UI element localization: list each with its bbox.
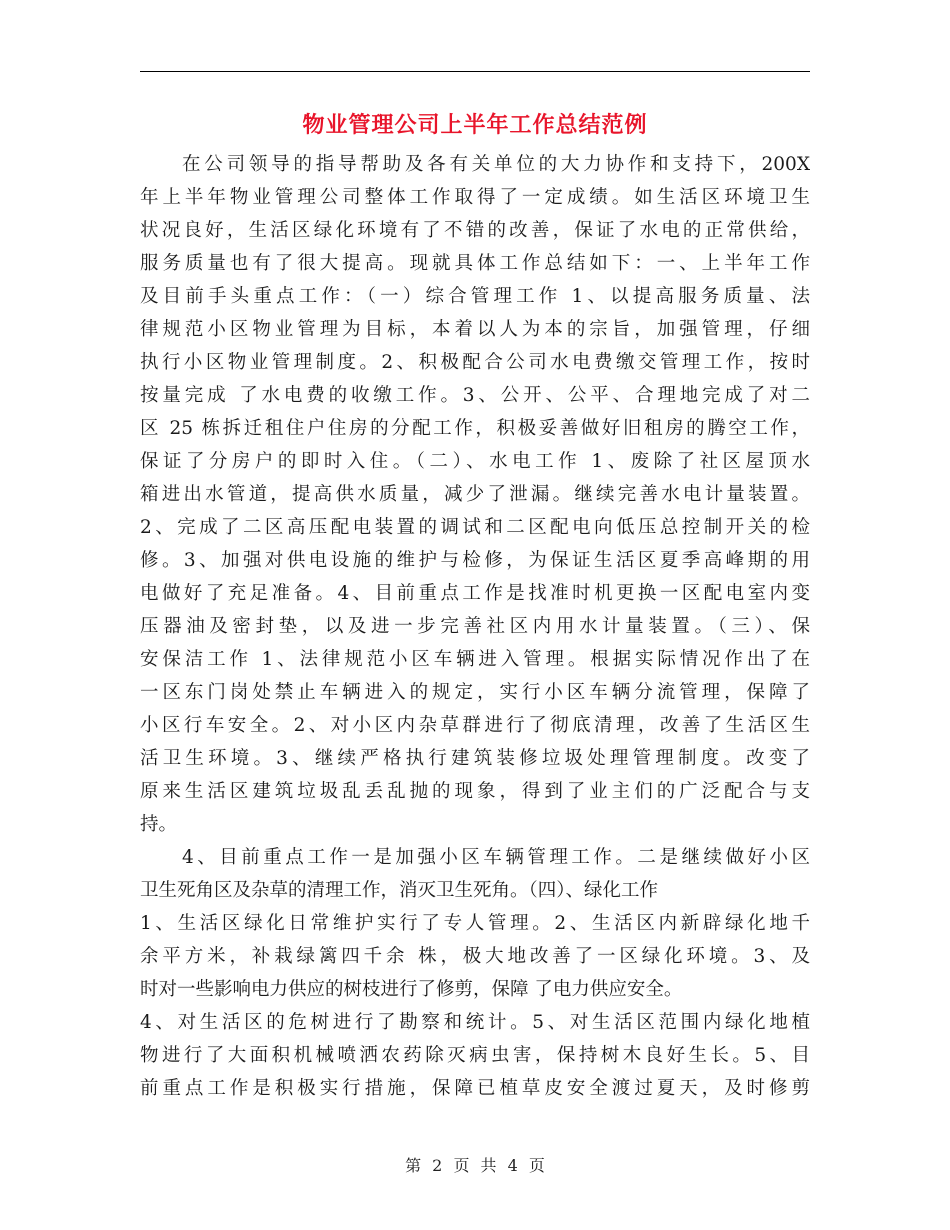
text-line: 时对一些影响电力供应的树枝进行了修剪，保障 了电力供应安全。 <box>140 979 683 1000</box>
text-line: 物进行了大面积机械喷洒农药除灭病虫害，保持树木良好生长。5、目 <box>140 1045 810 1066</box>
text-line: 律规范小区物业管理为目标，本着以人为本的宗旨，加强管理，仔细 <box>140 319 810 340</box>
text-line: 保证了分房户的即时入住。（二）、水电工作 1、废除了社区屋顶水 <box>140 451 810 472</box>
text-line: 4、对生活区的危树进行了勘察和统计。5、对生活区范围内绿化地植 <box>140 1012 810 1033</box>
document-title: 物业管理公司上半年工作总结范例 <box>302 113 648 138</box>
text-line: 1、生活区绿化日常维护实行了专人管理。2、生活区内新辟绿化地千 <box>140 913 810 934</box>
text-line: 按量完成 了水电费的收缴工作。3、公开、公平、合理地完成了对二 <box>140 385 810 406</box>
text-line: 持。 <box>140 814 178 835</box>
text-line: 在公司领导的指导帮助及各有关单位的大力协作和支持下，200X <box>182 154 810 175</box>
text-line: 服务质量也有了很大提高。现就具体工作总结如下：一、上半年工作 <box>140 253 810 274</box>
text-line: 区 25 栋拆迁租住户住房的分配工作，积极妥善做好旧租房的腾空工作， <box>140 418 810 439</box>
text-line: 2、完成了二区高压配电装置的调试和二区配电向低压总控制开关的检 <box>140 517 810 538</box>
text-line: 原来生活区建筑垃圾乱丢乱抛的现象，得到了业主们的广泛配合与支 <box>140 781 810 802</box>
text-line: 一区东门岗处禁止车辆进入的规定，实行小区车辆分流管理，保障了 <box>140 682 810 703</box>
text-line: 执行小区物业管理制度。2、积极配合公司水电费缴交管理工作，按时 <box>140 352 810 373</box>
document-body <box>140 148 810 1105</box>
text-line: 及目前手头重点工作：（一）综合管理工作 1、以提高服务质量、法 <box>140 286 810 307</box>
text-line: 小区行车安全。2、对小区内杂草群进行了彻底清理，改善了生活区生 <box>140 715 810 736</box>
text-line: 年上半年物业管理公司整体工作取得了一定成绩。如生活区环境卫生 <box>140 187 810 208</box>
text-line: 箱进出水管道，提高供水质量，减少了泄漏。继续完善水电计量装置。 <box>140 484 810 505</box>
text-line: 前重点工作是积极实行措施，保障已植草皮安全渡过夏天，及时修剪 <box>140 1078 810 1099</box>
page-number: 第 2 页 共 4 页 <box>405 1156 545 1175</box>
text-line: 压器油及密封垫，以及进一步完善社区内用水计量装置。（三）、保 <box>140 616 810 637</box>
text-line: 活卫生环境。3、继续严格执行建筑装修垃圾处理管理制度。改变了 <box>140 748 810 769</box>
text-line: 修。3、加强对供电设施的维护与检修，为保证生活区夏季高峰期的用 <box>140 550 810 571</box>
header-rule <box>140 71 810 72</box>
text-line: 状况良好，生活区绿化环境有了不错的改善，保证了水电的正常供给， <box>140 220 810 241</box>
text-line: 余平方米，补栽绿篱四千余 株，极大地改善了一区绿化环境。3、及 <box>140 946 810 967</box>
text-line: 安保洁工作 1、法律规范小区车辆进入管理。根据实际情况作出了在 <box>140 649 810 670</box>
text-line: 电做好了充足准备。4、目前重点工作是找准时机更换一区配电室内变 <box>140 583 810 604</box>
text-line: 4、目前重点工作一是加强小区车辆管理工作。二是继续做好小区 <box>182 847 810 868</box>
text-line: 卫生死角区及杂草的清理工作，消灭卫生死角。（四）、绿化工作 <box>140 880 659 901</box>
